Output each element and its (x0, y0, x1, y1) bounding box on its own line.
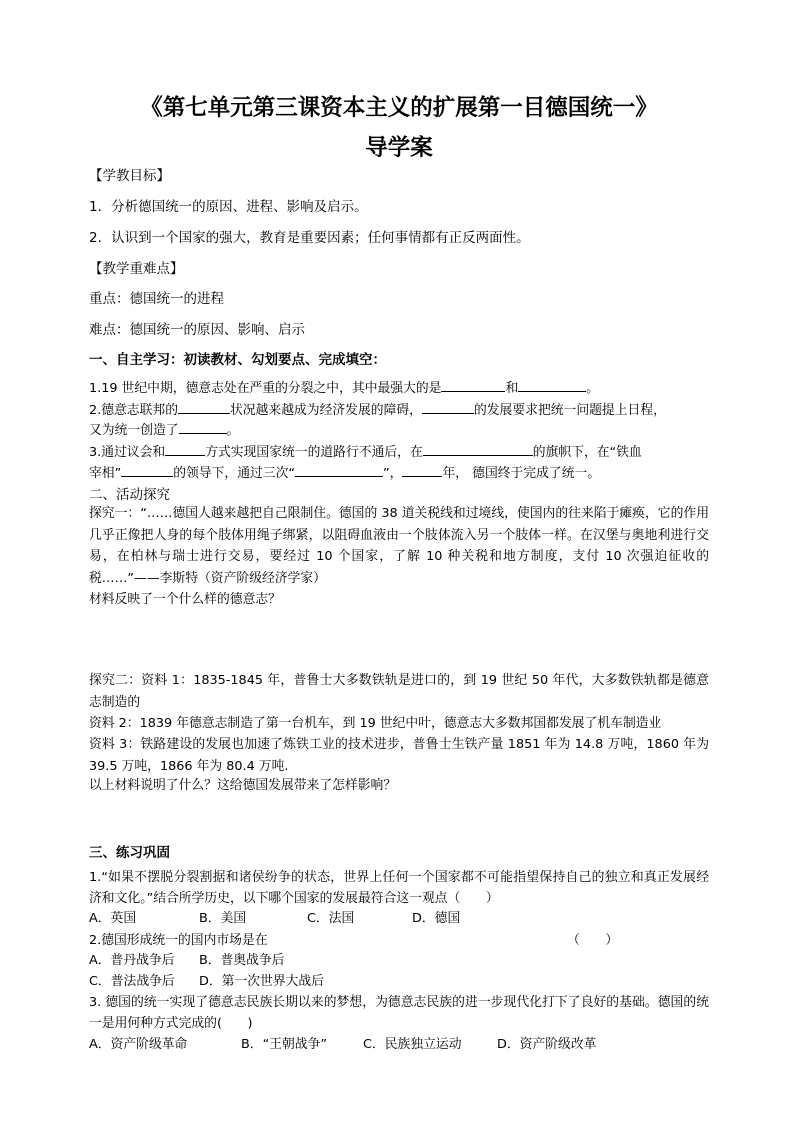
inquiry-2-question: 以上材料说明了什么？这给德国发展带来了怎样影响？ (89, 778, 397, 793)
fill-question-2-cont: 又为统一创造了 。 (89, 419, 709, 442)
practice-heading: 三、练习巩固 (89, 845, 170, 861)
answer-parens[interactable]: （ ） (567, 933, 619, 948)
option-c[interactable]: C．民族独立运动 (363, 1037, 462, 1052)
option-c[interactable]: C．法国 (307, 911, 355, 926)
goal-item-2: 2．认识到一个国家的强大，教育是重要因素；任何事情都有正反两面性。 (89, 230, 530, 246)
practice-question-1-options (89, 908, 709, 930)
practice-question-3-options (89, 1034, 709, 1056)
answer-blank[interactable] (423, 441, 533, 456)
document-title: 《第七单元第三课资本主义的扩展第一目德国统一》 (140, 95, 658, 121)
goals-heading: 【学教目标】 (89, 168, 170, 184)
answer-blank[interactable] (165, 441, 205, 456)
activity-heading: 二、活动探究 (89, 487, 170, 503)
inquiry-1-question: 材料反映了一个什么样的德意志？ (89, 592, 281, 607)
answer-blank[interactable] (422, 399, 474, 414)
answer-blank[interactable] (441, 377, 505, 392)
option-d[interactable]: D．第一次世界大战后 (199, 974, 325, 989)
option-b[interactable]: B．普奥战争后 (199, 953, 285, 968)
answer-blank[interactable] (402, 462, 442, 477)
option-c[interactable]: C．普法战争后 (89, 974, 175, 989)
key-points-heading: 【教学重难点】 (89, 261, 184, 277)
fill-question-3-cont: 宰相” 的领导下，通过三次“ ”， 年， 德国终于完成了统一。 (89, 462, 709, 485)
practice-question-1: 1.“如果不摆脱分裂割据和诸侯纷争的状态，世界上任何一个国家都不可能指望保持自己的独立和真正发展经济和文化。”结合所学历史，以下哪个国家的发展最符合这一观点（ ） (89, 870, 709, 906)
option-d[interactable]: D．德国 (412, 911, 461, 926)
goal-item-1: 1．分析德国统一的原因、进程、影响及启示。 (89, 199, 368, 215)
answer-blank[interactable] (295, 462, 383, 477)
self-study-heading: 一、自主学习：初读教材、勾划要点、完成填空： (89, 352, 386, 368)
option-b[interactable]: B．美国 (199, 911, 247, 926)
practice-question-2: 2.德国形成统一的国内市场是在 （ ） (89, 930, 709, 952)
fill-question-2: 2.德意志联邦的 状况越来越成为经济发展的障碍， 的发展要求把统一问题提上日程， (89, 399, 709, 422)
answer-blank[interactable] (121, 462, 173, 477)
option-a[interactable]: A．普丹战争后 (89, 953, 175, 968)
answer-blank[interactable] (178, 399, 230, 414)
inquiry-2-material-2: 资料 2：1839 年德意志制造了第一台机车，到 19 世纪中叶，德意志大多数邦国都发展了机车制造业 (89, 716, 662, 731)
option-b[interactable]: B．“王朝战争” (241, 1037, 328, 1052)
practice-question-2-options-row-2 (89, 971, 709, 993)
inquiry-2-text: 探究二：资料 1：1835-1845 年，普鲁士大多数铁轨是进口的，到 19 世纪 50 年代，大多数铁轨都是德意志制造的 (89, 673, 709, 710)
fill-question-1: 1.19 世纪中期，德意志处在严重的分裂之中，其中最强大的是 和 。 (89, 377, 709, 400)
answer-blank[interactable] (179, 419, 227, 434)
practice-question-2-options-row-1 (89, 950, 709, 972)
practice-question-3: 3. 德国的统一实现了德意志民族长期以来的梦想，为德意志民族的进一步现代化打下了良好的基础。德国的统一是用何种方式完成的( ) (89, 995, 709, 1031)
difficulty-point: 难点：德国统一的原因、影响、启示 (89, 322, 305, 338)
option-a[interactable]: A．英国 (89, 911, 137, 926)
option-d[interactable]: D．资产阶级改革 (497, 1037, 597, 1052)
document-subtitle: 导学案 (365, 135, 433, 161)
inquiry-2-material-3: 资料 3：铁路建设的发展也加速了炼铁工业的技术进步，普鲁士生铁产量 1851 年为 14.8 万吨，1860 年为 39.5 万吨，1866 年为 80.4 万吨. (89, 737, 709, 774)
option-a[interactable]: A．资产阶级革命 (89, 1037, 188, 1052)
answer-blank[interactable] (518, 377, 586, 392)
fill-question-3: 3.通过议会和 方式实现国家统一的道路行不通后，在 的旗帜下，在“铁血 (89, 441, 709, 464)
inquiry-1-text: 探究一：“……德国人越来越把自己限制住。德国的 38 道关税线和过境线，使国内的往来陷于瘫痪，它的作用几乎正像把人身的每个肢体用绳子绑紧，以阻碍血液由一个肢体流入另一个肢体一样。在汉堡与奥地利进行交易，在柏林与瑞士进行交易，要经过 10 个国家，了解 10 种关税和地方制度，支付 10 次强迫征收的税……”——李斯特（资产阶级经济学家） (89, 506, 709, 586)
focus-point: 重点：德国统一的进程 (89, 291, 224, 307)
